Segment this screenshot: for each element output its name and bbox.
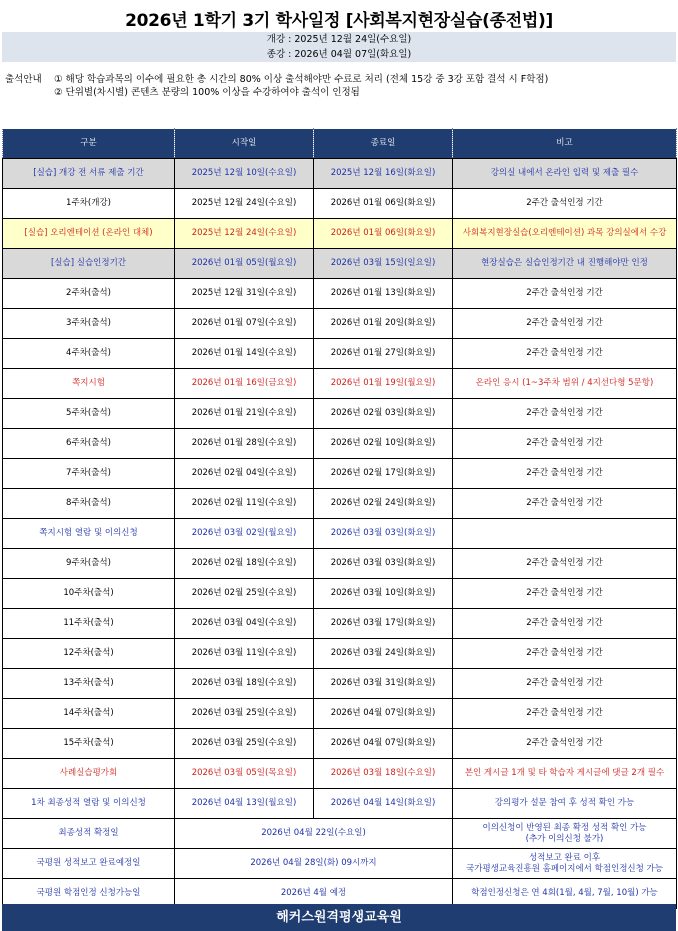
- table-header-row: [3, 129, 677, 159]
- row-category: 10주차(출석): [3, 579, 175, 609]
- row-category: 9주차(출석): [3, 549, 175, 579]
- notice-line-1: ① 해당 학습과목의 이수에 필요한 총 시간의 80% 이상 출석해야만 수료로 처리 (전체 15강 중 3강 포함 결석 시 F학점): [54, 74, 549, 85]
- row-note: 온라인 응시 (1~3주차 범위 / 4지선다형 5문항): [453, 369, 677, 399]
- row-start-date: 2026년 02월 04일(수요일): [175, 459, 314, 489]
- table-row: [3, 699, 677, 729]
- row-start-date: 2026년 01월 07일(수요일): [175, 309, 314, 339]
- table-row: [3, 579, 677, 609]
- table-row: [3, 159, 677, 189]
- row-end-date: 2026년 03월 17일(화요일): [314, 609, 453, 639]
- row-category: 13주차(출석): [3, 669, 175, 699]
- page-title: 2026년 1학기 3기 학사일정 [사회복지현장실습(종전법)]: [125, 11, 553, 31]
- row-end-date: 2026년 01월 06일(화요일): [314, 189, 453, 219]
- row-category: [실습] 실습인정기간: [3, 249, 175, 279]
- row-category: 국평원 학점인정 신청가능일: [3, 879, 175, 909]
- header-note: 비고: [453, 129, 677, 159]
- row-date: 2026년 04월 22일(수요일): [175, 819, 453, 849]
- row-note-line-1: 이의신청이 반영된 최종 확정 성적 확인 가능: [482, 822, 647, 833]
- row-category: [실습] 개강 전 서류 제출 기간: [3, 159, 175, 189]
- row-end-date: 2026년 02월 10일(화요일): [314, 429, 453, 459]
- row-date: 2026년 4월 예정: [175, 879, 453, 909]
- row-start-date: 2026년 01월 21일(수요일): [175, 399, 314, 429]
- row-start-date: 2026년 03월 02일(월요일): [175, 519, 314, 549]
- row-start-date: 2026년 02월 11일(수요일): [175, 489, 314, 519]
- row-note-line-2: 국가평생교육진흥원 홈페이지에서 학점인정신청 가능: [466, 863, 663, 874]
- table-row: [3, 189, 677, 219]
- row-start-date: 2025년 12월 24일(수요일): [175, 219, 314, 249]
- row-note: 강의평가 설문 참여 후 성적 확인 가능: [453, 789, 677, 819]
- row-end-date: 2025년 12월 16일(화요일): [314, 159, 453, 189]
- table-row: [3, 309, 677, 339]
- row-category: 7주차(출석): [3, 459, 175, 489]
- row-note: 2주간 출석인정 기간: [453, 669, 677, 699]
- header-start: 시작일: [175, 129, 314, 159]
- row-start-date: 2026년 03월 25일(수요일): [175, 699, 314, 729]
- row-category: 14주차(출석): [3, 699, 175, 729]
- table-row: [3, 489, 677, 519]
- table-row: [3, 429, 677, 459]
- row-note: 2주간 출석인정 기간: [453, 609, 677, 639]
- close-date: 종강 : 2026년 04월 07일(화요일): [266, 49, 412, 60]
- table-row: [3, 819, 677, 849]
- table-row: [3, 549, 677, 579]
- table-row: [3, 459, 677, 489]
- row-end-date: 2026년 03월 03일(화요일): [314, 519, 453, 549]
- row-category: 국평원 성적보고 완료예정일: [3, 849, 175, 879]
- row-start-date: 2025년 12월 10일(수요일): [175, 159, 314, 189]
- row-end-date: 2026년 04월 07일(화요일): [314, 729, 453, 759]
- row-note-line-2: (추가 이의신청 불가): [525, 833, 604, 844]
- table-row: [3, 369, 677, 399]
- table-row: [3, 399, 677, 429]
- table-row: [3, 639, 677, 669]
- row-note: 2주간 출석인정 기간: [453, 459, 677, 489]
- row-category: 8주차(출석): [3, 489, 175, 519]
- row-start-date: 2025년 12월 24일(수요일): [175, 189, 314, 219]
- schedule-body: [3, 159, 677, 909]
- row-category: 6주차(출석): [3, 429, 175, 459]
- table-row: [3, 219, 677, 249]
- open-date: 개강 : 2025년 12월 24일(수요일): [266, 34, 412, 45]
- row-note: 사회복지현장실습(오리엔테이션) 과목 강의실에서 수강: [453, 219, 677, 249]
- row-note: 2주간 출석인정 기간: [453, 579, 677, 609]
- row-note: 2주간 출석인정 기간: [453, 399, 677, 429]
- row-category: 쪽지시험: [3, 369, 175, 399]
- row-start-date: 2026년 01월 05일(월요일): [175, 249, 314, 279]
- row-note-line-1: 성적보고 완료 이후: [528, 852, 601, 863]
- schedule-table: [2, 128, 677, 909]
- row-end-date: 2026년 01월 27일(화요일): [314, 339, 453, 369]
- row-note: 2주간 출석인정 기간: [453, 429, 677, 459]
- row-category: 11주차(출석): [3, 609, 175, 639]
- row-end-date: 2026년 03월 15일(일요일): [314, 249, 453, 279]
- row-start-date: 2026년 01월 16일(금요일): [175, 369, 314, 399]
- row-category: 사례실습평가회: [3, 759, 175, 789]
- row-note: 2주간 출석인정 기간: [453, 309, 677, 339]
- row-start-date: 2025년 12월 31일(수요일): [175, 279, 314, 309]
- row-start-date: 2026년 03월 11일(수요일): [175, 639, 314, 669]
- row-end-date: 2026년 02월 03일(화요일): [314, 399, 453, 429]
- row-end-date: 2026년 02월 17일(화요일): [314, 459, 453, 489]
- row-category: 최종성적 확정일: [3, 819, 175, 849]
- row-note: [453, 819, 677, 849]
- table-row: [3, 249, 677, 279]
- row-end-date: 2026년 01월 13일(화요일): [314, 279, 453, 309]
- header-end: 종료일: [314, 129, 453, 159]
- row-note: 2주간 출석인정 기간: [453, 699, 677, 729]
- row-end-date: 2026년 01월 06일(화요일): [314, 219, 453, 249]
- table-row: [3, 519, 677, 549]
- row-category: [실습] 오리엔테이션 (온라인 대체): [3, 219, 175, 249]
- row-note: 2주간 출석인정 기간: [453, 549, 677, 579]
- row-end-date: 2026년 03월 18일(수요일): [314, 759, 453, 789]
- row-start-date: 2026년 03월 04일(수요일): [175, 609, 314, 639]
- row-note: 2주간 출석인정 기간: [453, 189, 677, 219]
- row-note: 2주간 출석인정 기간: [453, 729, 677, 759]
- row-note: 현장실습은 실습인정기간 내 진행해야만 인정: [453, 249, 677, 279]
- row-note: [453, 519, 677, 549]
- notice-label: 출석안내: [5, 74, 42, 85]
- row-end-date: 2026년 04월 14일(화요일): [314, 789, 453, 819]
- row-category: 4주차(출석): [3, 339, 175, 369]
- row-note-line-1: 학점인정신청은 연 4회(1월, 4월, 7월, 10월) 가능: [471, 888, 658, 898]
- row-start-date: 2026년 04월 13일(월요일): [175, 789, 314, 819]
- header-category: 구분: [3, 129, 175, 159]
- row-end-date: 2026년 01월 19일(월요일): [314, 369, 453, 399]
- row-category: 5주차(출석): [3, 399, 175, 429]
- row-note: 2주간 출석인정 기간: [453, 279, 677, 309]
- footer-brand: 해커스원격평생교육원: [2, 904, 676, 931]
- row-end-date: 2026년 02월 24일(화요일): [314, 489, 453, 519]
- row-end-date: 2026년 03월 31일(화요일): [314, 669, 453, 699]
- notice-line-2: ② 단위별(차시별) 콘텐츠 분량의 100% 이상을 수강하여야 출석이 인정됨: [54, 87, 360, 98]
- row-note: 강의실 내에서 온라인 입력 및 제출 필수: [453, 159, 677, 189]
- row-start-date: 2026년 02월 18일(수요일): [175, 549, 314, 579]
- row-end-date: 2026년 04월 07일(화요일): [314, 699, 453, 729]
- row-note: 본인 게시글 1개 및 타 학습자 게시글에 댓글 2개 필수: [453, 759, 677, 789]
- row-end-date: 2026년 03월 03일(화요일): [314, 549, 453, 579]
- row-end-date: 2026년 03월 10일(화요일): [314, 579, 453, 609]
- row-note: 2주간 출석인정 기간: [453, 639, 677, 669]
- table-row: [3, 849, 677, 879]
- row-start-date: 2026년 03월 25일(수요일): [175, 729, 314, 759]
- table-row: [3, 729, 677, 759]
- row-start-date: 2026년 01월 14일(수요일): [175, 339, 314, 369]
- row-category: 1주차(개강): [3, 189, 175, 219]
- row-category: 1차 최종성적 열람 및 이의신청: [3, 789, 175, 819]
- row-category: 15주차(출석): [3, 729, 175, 759]
- row-category: 3주차(출석): [3, 309, 175, 339]
- row-start-date: 2026년 03월 05일(목요일): [175, 759, 314, 789]
- table-row: [3, 759, 677, 789]
- table-row: [3, 279, 677, 309]
- row-start-date: 2026년 01월 28일(수요일): [175, 429, 314, 459]
- table-row: [3, 669, 677, 699]
- row-note: [453, 849, 677, 879]
- row-end-date: 2026년 03월 24일(화요일): [314, 639, 453, 669]
- row-start-date: 2026년 02월 25일(수요일): [175, 579, 314, 609]
- row-category: 2주차(출석): [3, 279, 175, 309]
- row-category: 쪽지시험 열람 및 이의신청: [3, 519, 175, 549]
- row-category: 12주차(출석): [3, 639, 175, 669]
- row-note: 2주간 출석인정 기간: [453, 489, 677, 519]
- table-row: [3, 609, 677, 639]
- table-row: [3, 339, 677, 369]
- row-start-date: 2026년 03월 18일(수요일): [175, 669, 314, 699]
- term-dates: [2, 32, 676, 62]
- row-date: 2026년 04월 28일(화) 09시까지: [175, 849, 453, 879]
- table-row: [3, 789, 677, 819]
- row-note: 2주간 출석인정 기간: [453, 339, 677, 369]
- row-end-date: 2026년 01월 20일(화요일): [314, 309, 453, 339]
